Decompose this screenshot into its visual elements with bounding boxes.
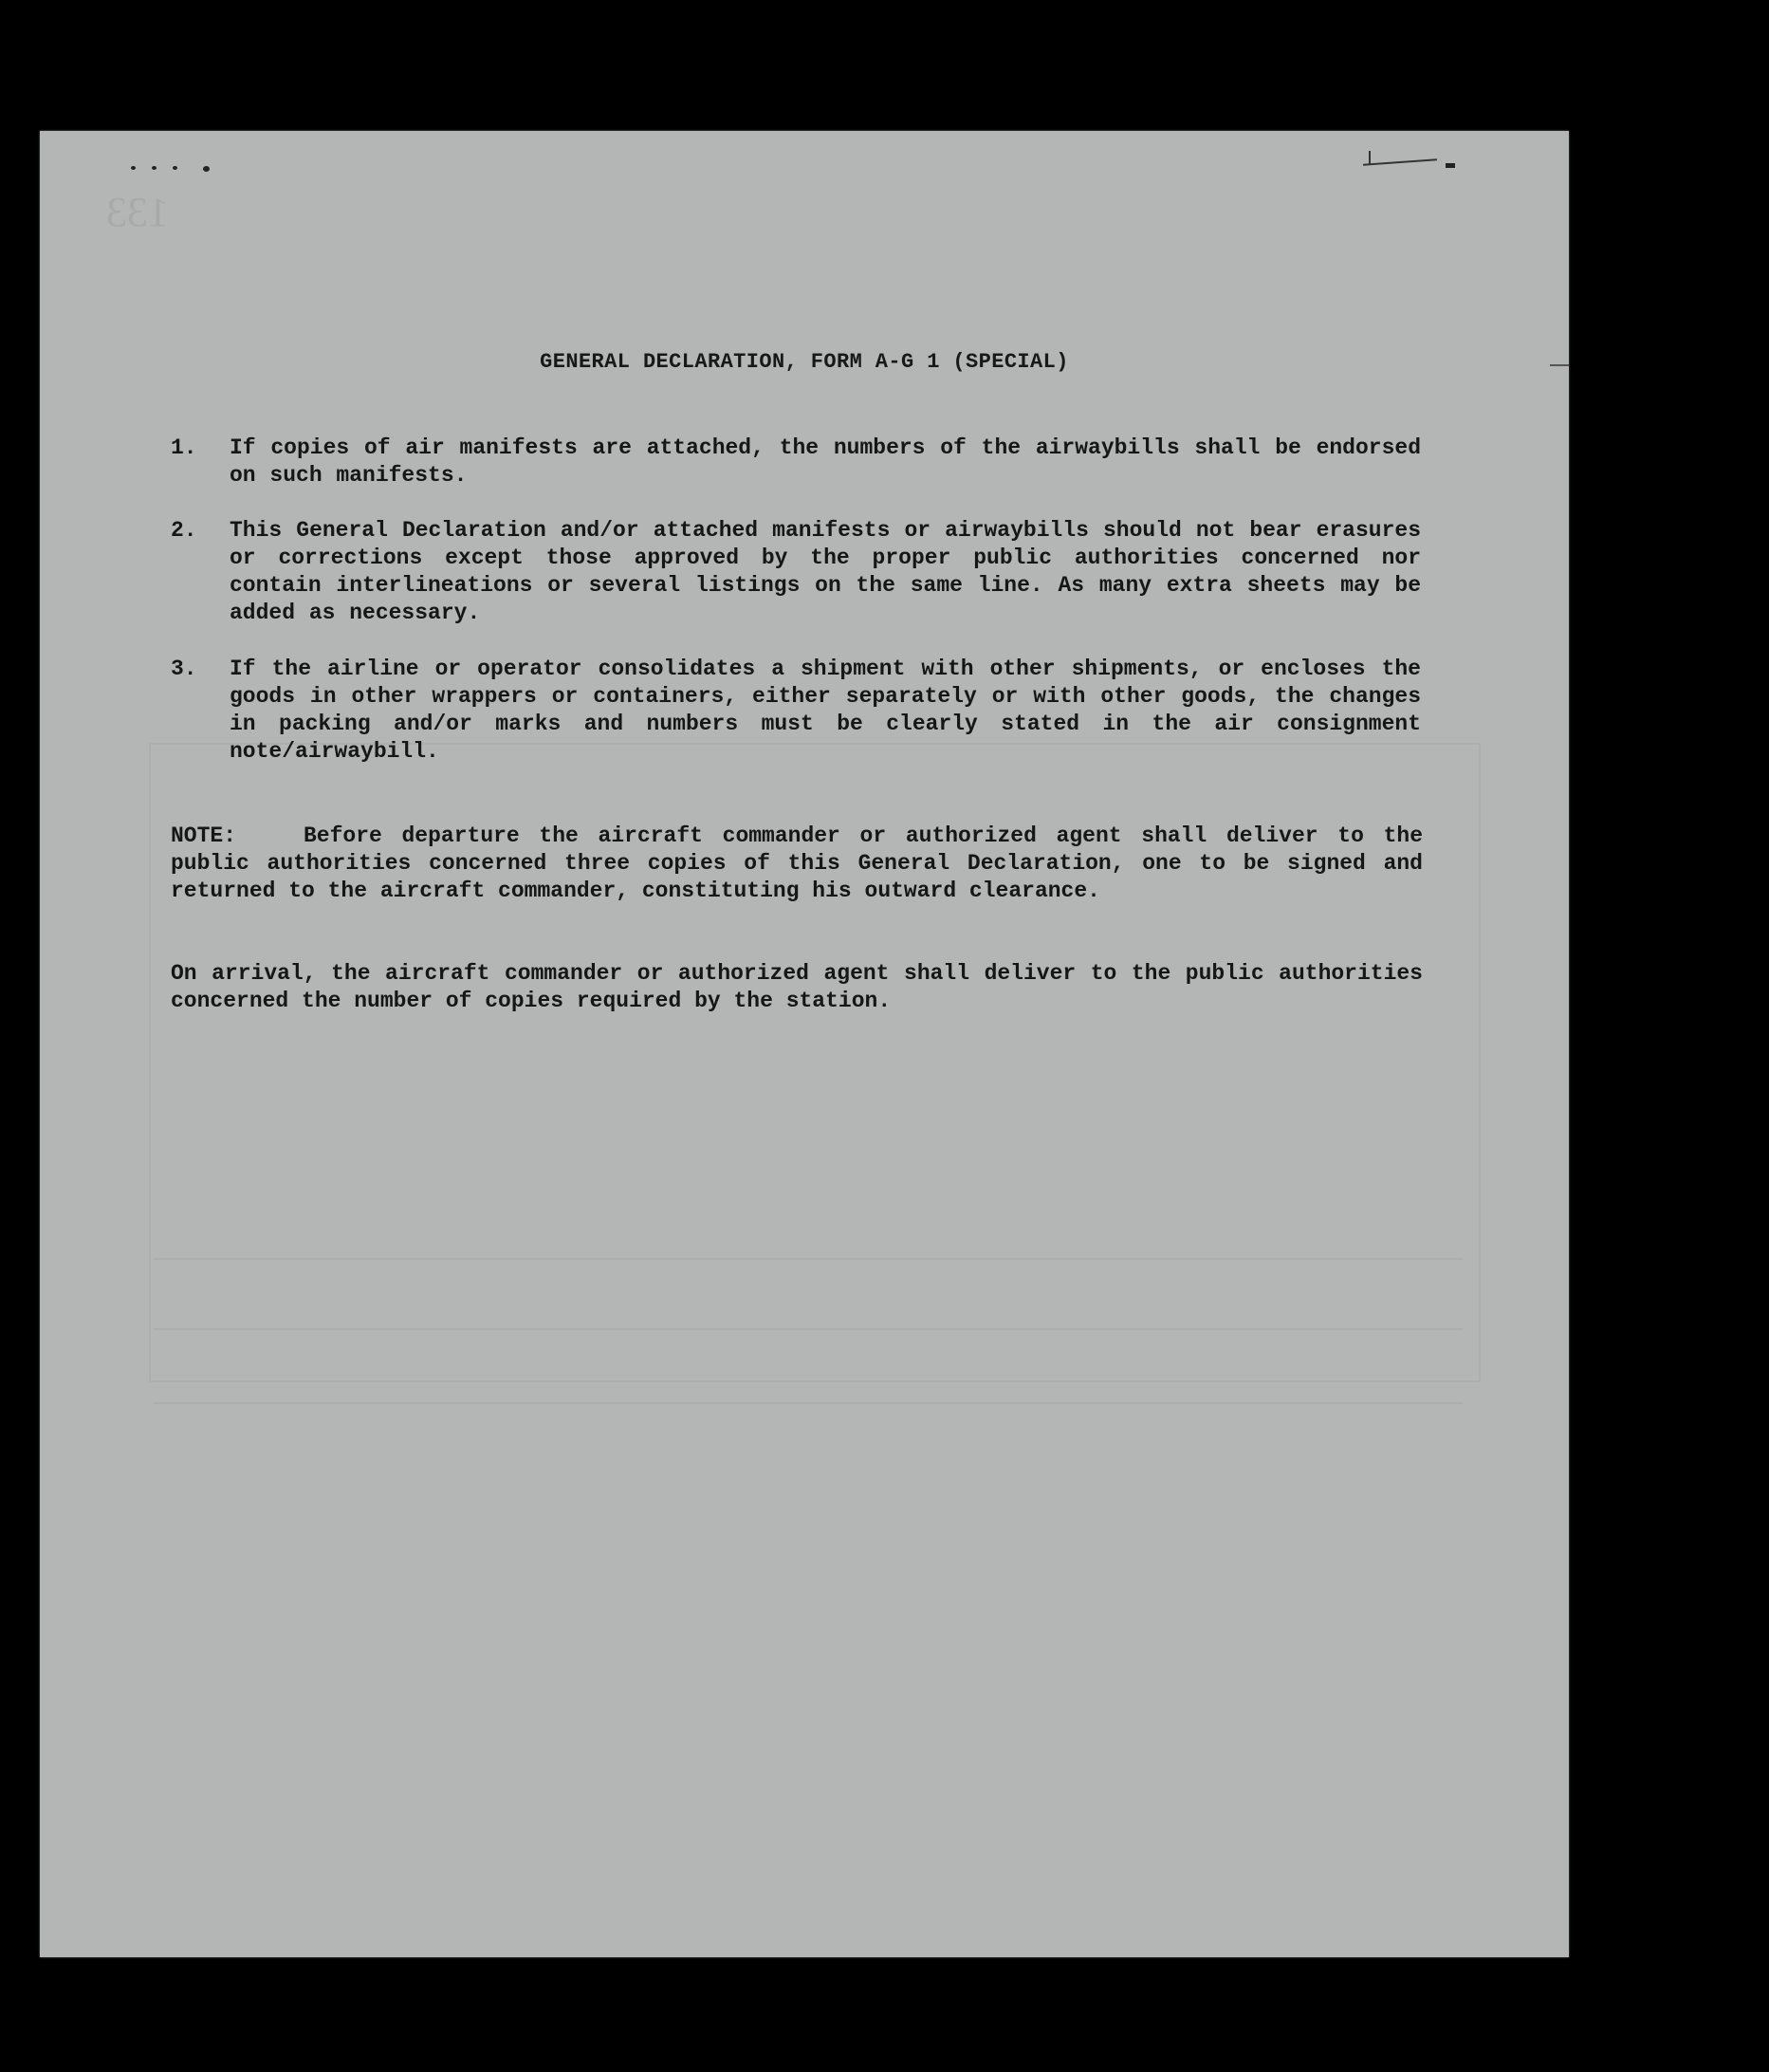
note-label: NOTE: [171,823,237,848]
arrival-paragraph: On arrival, the aircraft commander or authorized agent shall deliver to the public authorities concerned the number of copies required by the station. [171,961,1423,1013]
item-number: 2. [171,518,197,543]
item-text: If copies of air manifests are attached, the numbers of the airwaybills shall be endorsed on such manifests. [230,435,1421,488]
note-text: Before departure the aircraft commander or authorized agent shall deliver to the public authorities concerned three copies of this General Declaration, one to be signed and returned to the aircraft commander, constituting his outward clearance. [171,823,1423,903]
item-number: 3. [171,657,197,681]
note-paragraph [171,823,1423,905]
bleed-through-page-number: 133 [106,189,169,235]
punch-marks [131,163,216,173]
item-text: This General Declaration and/or attached manifests or airwaybills should not bear erasures or corrections except those approved by the proper public authorities concerned nor contain interlineations or several listings on the same line. As many extra sheets may be added as necessary. [230,518,1421,625]
document-title: GENERAL DECLARATION, FORM A-G 1 (SPECIAL) [540,350,1069,374]
bleed-through-rule [154,1402,1463,1404]
bleed-through-rule [154,1328,1463,1330]
bleed-through-rule [154,1258,1463,1260]
handwritten-mark [1354,150,1463,175]
item-number: 1. [171,435,197,460]
document-page [40,131,1569,1957]
item-text: If the airline or operator consolidates a shipment with other shipments, or encloses the goods in other wrappers or containers, either separately or with other goods, the changes in packing and/or marks and numbers must be clearly stated in the air consignment note/airwaybill. [230,657,1421,764]
